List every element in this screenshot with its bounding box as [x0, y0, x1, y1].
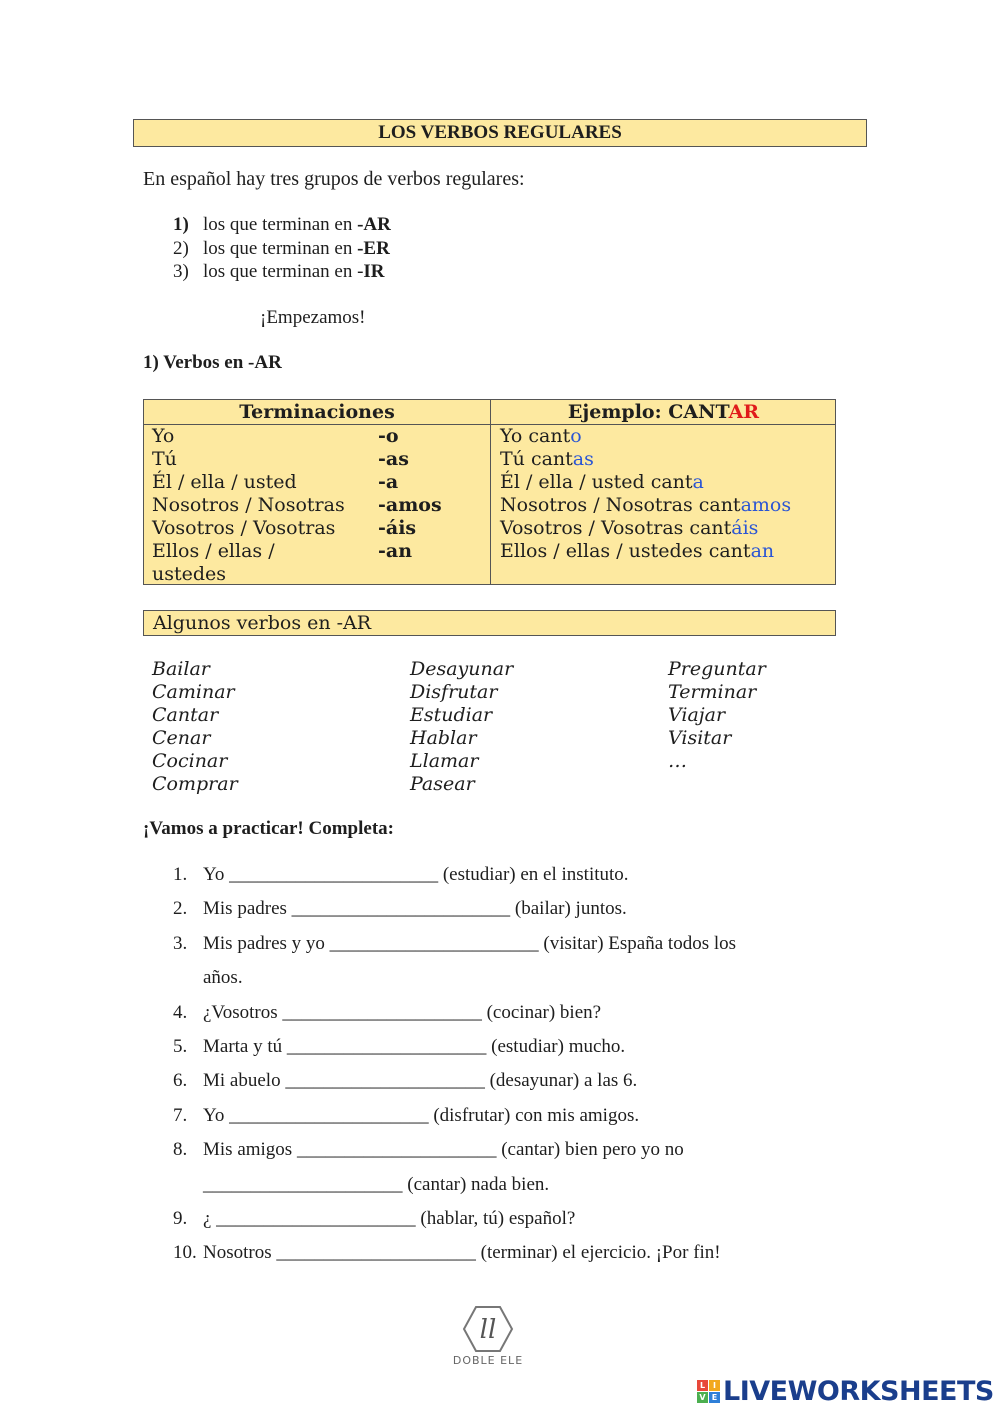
group-ending: -AR [357, 214, 391, 235]
exercise-item[interactable]: 3. Mis padres y yo ______________________ (visitar) España todos los [173, 933, 737, 954]
ending: -amos [378, 494, 442, 516]
pronoun-column [152, 425, 345, 586]
example: Yo canto [500, 425, 582, 447]
intro-text: En español hay tres grupos de verbos regulares: [143, 168, 525, 190]
verb: Preguntar [668, 658, 766, 680]
watermark-text: LIVEWORKSHEETS [723, 1376, 994, 1407]
exercise-item[interactable]: 4. ¿Vosotros _____________________ (cocinar) bien? [173, 1002, 602, 1023]
verb: Terminar [668, 681, 757, 703]
example: Él / ella / usted canta [500, 471, 704, 493]
section-heading: 1) Verbos en -AR [143, 352, 282, 373]
exercise-item[interactable]: 7. Yo _____________________ (disfrutar) con mis amigos. [173, 1105, 640, 1126]
conjugation-table [143, 399, 836, 585]
practice-heading: ¡Vamos a practicar! Completa: [143, 818, 394, 839]
pronoun: Él / ella / usted [152, 471, 297, 493]
group-text: los que terminan en [203, 238, 358, 259]
ending: -an [378, 540, 413, 562]
verb-column [152, 658, 238, 796]
group-item [173, 214, 391, 236]
verb: Llamar [410, 750, 479, 772]
group-number: 3) [173, 261, 189, 282]
pronoun: Tú [152, 448, 177, 470]
ending-column [378, 425, 442, 563]
exercise-item[interactable]: 6. Mi abuelo _____________________ (desayunar) a las 6. [173, 1070, 638, 1091]
example-column [500, 425, 791, 563]
ending: -o [378, 425, 399, 447]
doble-ele-logo-icon [460, 1305, 516, 1357]
verb: … [668, 750, 687, 772]
page-title: LOS VERBOS REGULARES [133, 119, 867, 147]
verb: Desayunar [410, 658, 514, 680]
group-ending: -ER [357, 238, 390, 259]
exercise-item[interactable]: 1. Yo ______________________ (estudiar) en el instituto. [173, 864, 629, 885]
ending: -as [378, 448, 409, 470]
pronoun: Vosotros / Vosotras [152, 517, 336, 539]
verb: Visitar [668, 727, 732, 749]
pronoun: Nosotros / Nosotras [152, 494, 345, 516]
ending: -a [378, 471, 399, 493]
exercise-item[interactable]: 10. Nosotros _____________________ (terminar) el ejercicio. ¡Por fin! [173, 1242, 721, 1263]
svg-text:ll: ll [479, 1315, 497, 1345]
exercise-item[interactable]: 5. Marta y tú _____________________ (estudiar) mucho. [173, 1036, 626, 1057]
ending: -áis [378, 517, 417, 539]
pronoun: ustedes [152, 563, 227, 585]
verb: Viajar [668, 704, 726, 726]
table-header-endings: Terminaciones [239, 401, 395, 423]
exercise-item[interactable]: 2. Mis padres _______________________ (bailar) juntos. [173, 898, 627, 919]
group-number: 1) [173, 214, 189, 235]
group-text: los que terminan en [203, 214, 358, 235]
group-ending: IR [363, 261, 385, 282]
verb: Bailar [152, 658, 210, 680]
verb: Disfrutar [410, 681, 498, 703]
exercise-item[interactable]: 8. Mis amigos _____________________ (cantar) bien pero yo no [173, 1139, 684, 1160]
example: Vosotros / Vosotras cantáis [500, 517, 759, 539]
verb: Pasear [410, 773, 475, 795]
exercise-item[interactable]: 9. ¿ _____________________ (hablar, tú) español? [173, 1208, 576, 1229]
group-item [173, 238, 390, 260]
verb: Cocinar [152, 750, 228, 772]
exercise-item[interactable]: _____________________ (cantar) nada bien. [203, 1174, 550, 1195]
pronoun: Yo [152, 425, 175, 447]
verb: Cantar [152, 704, 219, 726]
some-verbs-heading: Algunos verbos en -AR [143, 610, 836, 636]
exercise-item[interactable]: años. [203, 967, 243, 988]
group-item [173, 261, 385, 283]
group-text: los que terminan en - [203, 261, 364, 282]
verb: Comprar [152, 773, 238, 795]
verb: Hablar [410, 727, 477, 749]
liveworksheets-badge-icon: L I V E [697, 1380, 721, 1404]
verb: Caminar [152, 681, 235, 703]
verb-column [668, 658, 766, 773]
example: Ellos / ellas / ustedes cantan [500, 540, 775, 562]
example: Tú cantas [500, 448, 594, 470]
pronoun: Ellos / ellas / [152, 540, 275, 562]
group-number: 2) [173, 238, 189, 259]
table-header-example: Ejemplo: CANTAR [567, 401, 760, 423]
example: Nosotros / Nosotras cantamos [500, 494, 792, 516]
verb-column [410, 658, 513, 796]
verb: Cenar [152, 727, 211, 749]
start-text: ¡Empezamos! [260, 307, 366, 328]
logo-text: DOBLE ELE [452, 1354, 524, 1367]
verb: Estudiar [410, 704, 493, 726]
